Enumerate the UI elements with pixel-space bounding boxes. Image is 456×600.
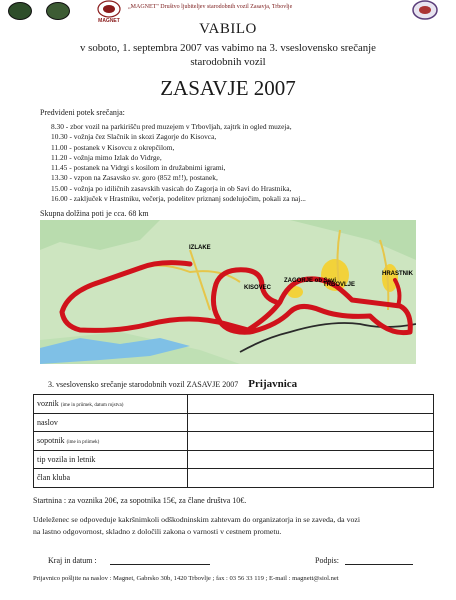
map-label-zagorje: ZAGORJE ob Savi: [284, 278, 337, 284]
registration-form: [33, 394, 434, 488]
address-field[interactable]: [188, 413, 434, 432]
form-title-text: 3. vseslovensko srečanje starodobnih vozil ZASAVJE 2007: [48, 380, 239, 389]
schedule-item: 8.30 - zbor vozil na parkirišču pred muzejem v Trbovljah, zajtrk in ogled muzeja,: [51, 122, 292, 131]
map-label-hrastnik: HRASTNIK: [382, 271, 413, 277]
form-label: [34, 395, 188, 414]
route-map: [40, 220, 416, 364]
schedule-heading: Predvideni potek srečanja:: [40, 108, 125, 117]
intro-line-1: v soboto, 1. septembra 2007 vas vabimo na 3. vseslovensko srečanje: [80, 42, 376, 54]
place-date-line[interactable]: [110, 564, 210, 565]
schedule-item: 11.45 - postanek na Vidrgi s kosilom in družabnimi igrami,: [51, 163, 226, 173]
form-label-text: sopotnik: [37, 436, 65, 446]
page-title: VABILO: [199, 21, 257, 37]
form-title-bold: Prijavnica: [248, 378, 298, 390]
route-length: Skupna dolžina poti je cca. 68 km: [40, 209, 149, 218]
map-label-kisovec: KISOVEC: [244, 285, 272, 291]
schedule-item: 15.00 - vožnja po idiličnih zasavskih vasicah do Zagorja in ob Savi do Hrastnika,: [51, 183, 292, 193]
event-name: ZASAVJE 2007: [160, 76, 296, 100]
driver-field[interactable]: [188, 395, 434, 414]
form-row-member: [34, 469, 434, 488]
map-label-trbovlje: TRBOVLJE: [323, 282, 356, 288]
form-label-hint: (ime in priimek, datum rojstva): [60, 403, 124, 409]
signature-line[interactable]: [345, 564, 413, 565]
intro-line-2: starodobnih vozil: [190, 56, 266, 68]
place-date-label: Kraj in datum :: [48, 556, 97, 565]
liability-line-1: Udeleženec se odpoveduje kakršnimkoli odškodninskim zahtevam do organizatorja in se zaveda, da vozi: [33, 515, 361, 524]
club-logo-left: [8, 2, 32, 20]
schedule-item: 16.00 - zaključek v Hrastniku, večerja, podelitev priznanj sodelujočim, pokali za naj...: [51, 194, 306, 204]
form-label-text: naslov: [37, 417, 58, 427]
schedule-item: 11.00 - postanek v Kisovcu z okrepčilom,: [51, 142, 175, 152]
club-logo-second: [46, 2, 70, 20]
organization-line: „MAGNET" Društvo ljubiteljev starodobnih vozil Zasavja, Trbovlje: [128, 4, 293, 10]
form-label: [34, 432, 188, 451]
form-row-driver: [34, 395, 434, 414]
form-label-text: član kluba: [37, 473, 71, 483]
schedule-list: [51, 122, 306, 204]
member-field[interactable]: [188, 469, 434, 488]
magnet-logo-text: MAGNET: [98, 18, 120, 24]
form-label-text: voznik: [37, 399, 59, 409]
map-label-izlake: IZLAKE: [189, 245, 211, 251]
passenger-field[interactable]: [188, 432, 434, 451]
schedule-item: 11.20 - vožnja mimo Izlak do Vidrge,: [51, 152, 162, 162]
form-label-text: tip vozila in letnik: [37, 454, 96, 464]
schedule-item: 13.30 - vzpon na Zasavsko sv. goro (852 m!!), postanek,: [51, 173, 218, 183]
form-row-vehicle: [34, 450, 434, 469]
contact-line: Prijavnico pošljite na naslov : Magnet, Gabrsko 30b, 1420 Trbovlje ; fax : 03 56 33 119 ; E-mail : magnett@siol.net: [33, 575, 339, 582]
vehicle-field[interactable]: [188, 450, 434, 469]
form-row-passenger: [34, 432, 434, 451]
schedule-item: 10.30 - vožnja čez Slačnik in skozi Zagorje do Kisovca,: [51, 132, 217, 142]
form-label: [34, 469, 188, 488]
association-logo: [412, 0, 438, 20]
liability-line-2: na lastno odgovornost, skladno z določili zakona o varnosti v cestnem prometu.: [33, 527, 282, 536]
fees-text: Startnina : za voznika 20€, za sopotnika 15€, za člane društva 10€.: [33, 496, 247, 505]
form-label: [34, 450, 188, 469]
form-title: [48, 378, 297, 390]
signature-label: Podpis:: [315, 556, 340, 565]
form-label-hint: (ime in priimek): [66, 440, 100, 446]
form-row-address: [34, 413, 434, 432]
form-label: [34, 413, 188, 432]
